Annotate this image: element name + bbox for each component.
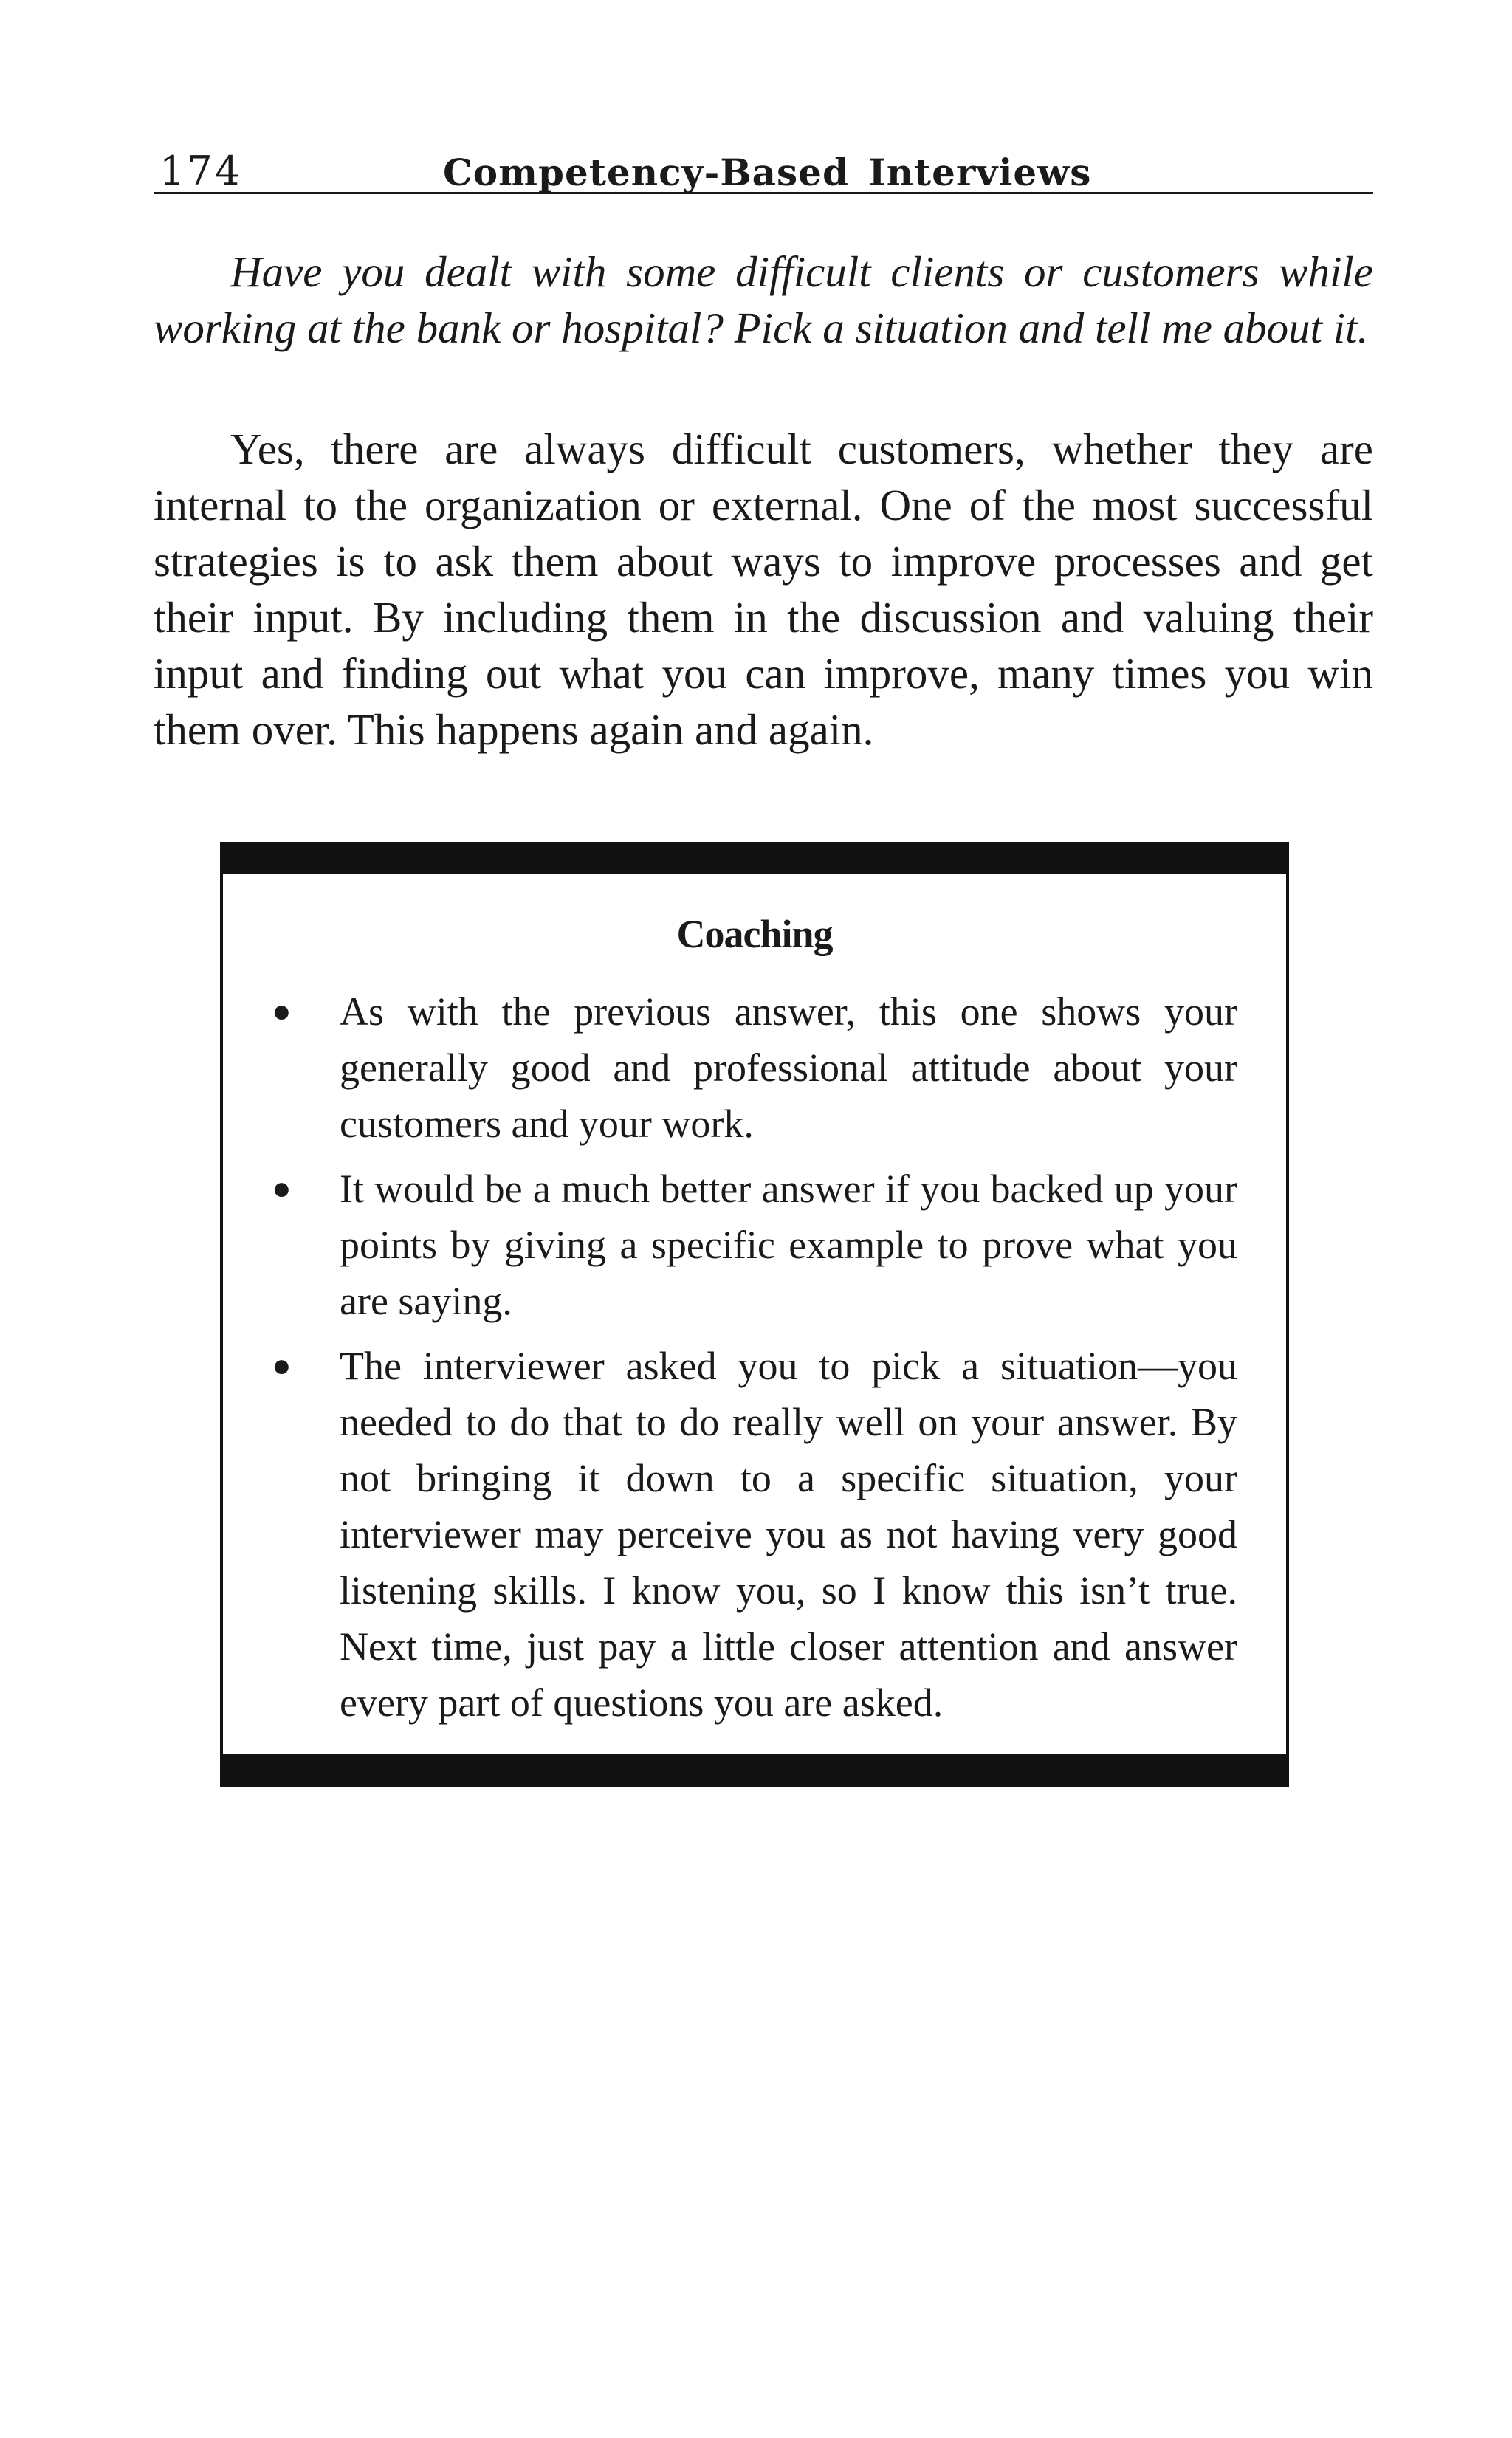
coaching-title: Coaching xyxy=(676,912,833,956)
coaching-item xyxy=(223,1338,1286,1731)
coaching-list xyxy=(223,983,1286,1740)
page-number: 174 xyxy=(159,148,243,194)
coaching-item-text: The interviewer asked you to pick a situation—you needed to do that to do really well on your answer. By not bringing it down to a specific situation, your interviewer may perceive you as not having very good listening skills. I know you, so I know this isn’t true. Next time, just pay a little closer attention and answer every part of questions you are asked. xyxy=(340,1344,1237,1725)
coaching-item-text: As with the previous answer, this one shows your generally good and professional attitude about your customers and your work. xyxy=(340,989,1237,1146)
interview-answer: Yes, there are always difficult customers, whether they are internal to the organization or external. One of the most successful strategies is to ask them about ways to improve processes and get their input. By including them in the discussion and valuing their input and finding out what you can improve, many times you win them over. This happens again and again. xyxy=(154,425,1373,754)
bullet-icon: ● xyxy=(272,993,292,1029)
running-title: Competency-Based Interviews xyxy=(443,151,1092,194)
page-header xyxy=(154,145,1373,194)
bullet-icon: ● xyxy=(272,1347,292,1384)
coaching-box xyxy=(220,842,1289,1787)
coaching-item-text: It would be a much better answer if you backed up your points by giving a specific example to prove what you are saying. xyxy=(340,1167,1237,1323)
bullet-icon: ● xyxy=(272,1170,292,1206)
coaching-item xyxy=(223,1161,1286,1329)
coaching-item xyxy=(223,983,1286,1152)
interview-question: Have you dealt with some difficult clients or customers while working at the bank or hospital? Pick a situation and tell me about it. xyxy=(154,247,1373,352)
